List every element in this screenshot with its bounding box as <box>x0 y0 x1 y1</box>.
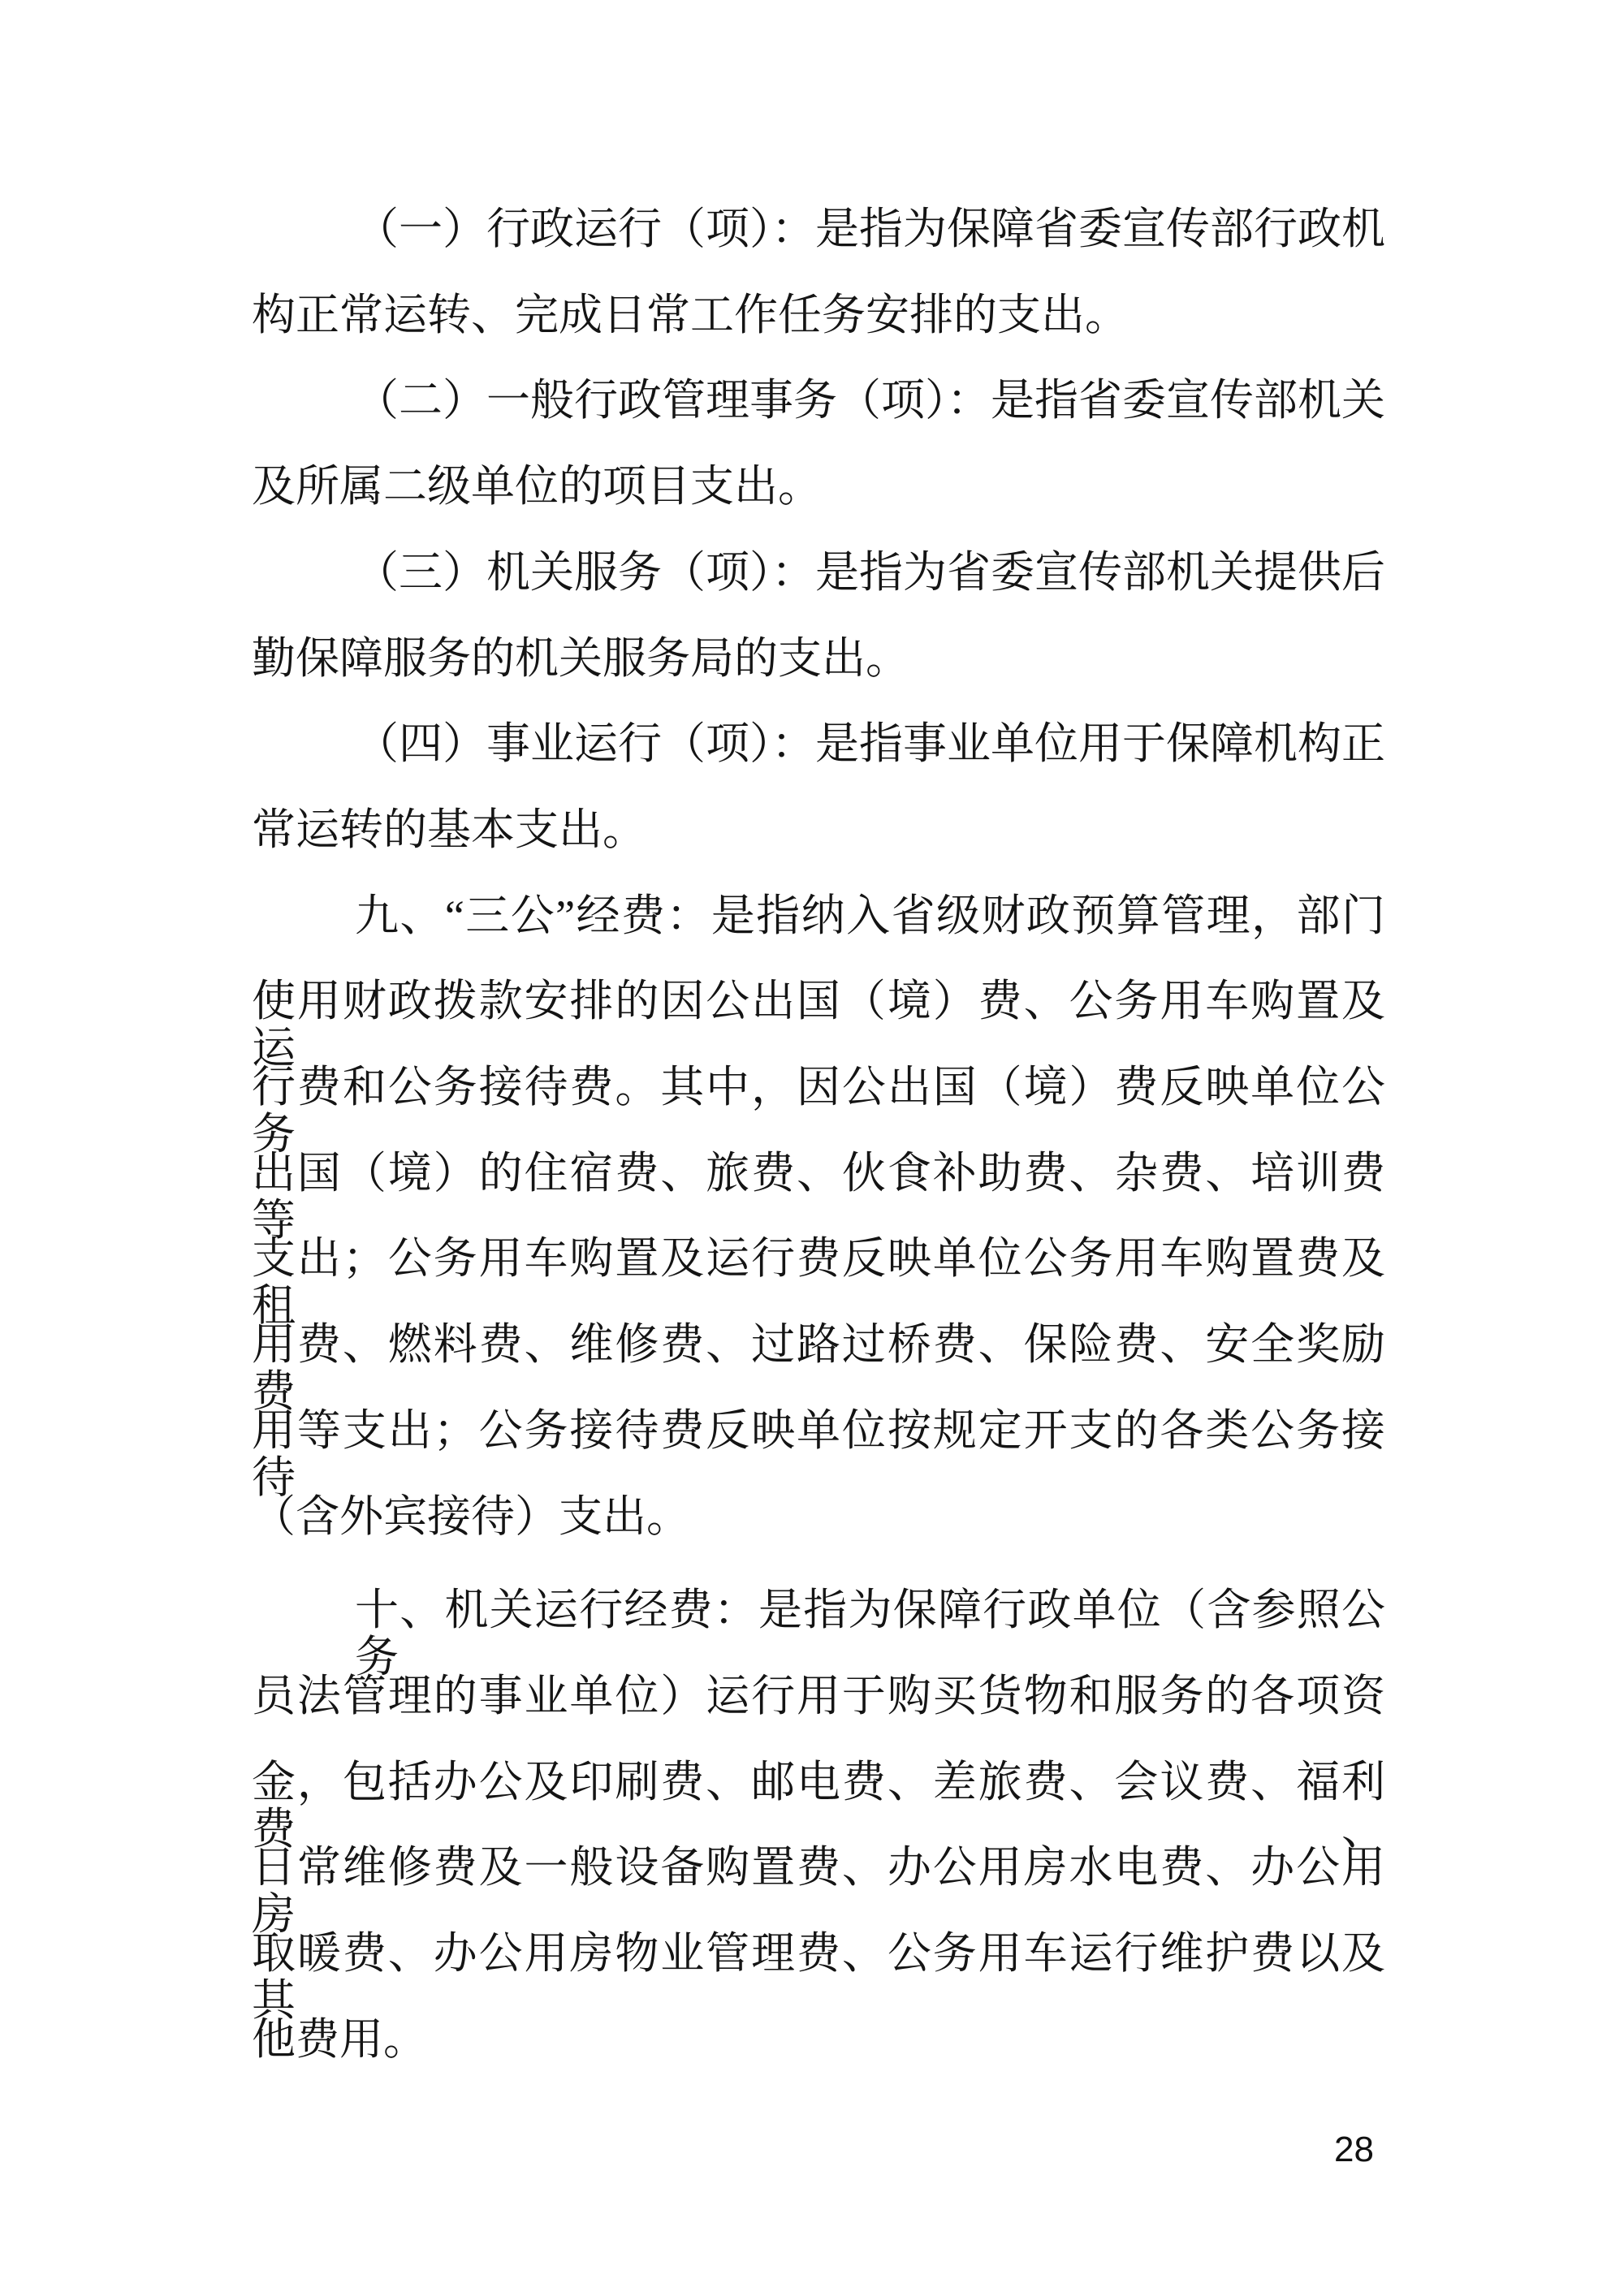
text-line: （一）行政运行（项）：是指为保障省委宣传部行政机 <box>355 205 1385 253</box>
text-line: 日常维修费及一般设备购置费、办公用房水电费、办公用房 <box>252 1843 1385 1939</box>
text-line: （四）事业运行（项）：是指事业单位用于保障机构正 <box>355 719 1385 768</box>
text-line: 构正常运转、完成日常工作任务安排的支出。 <box>252 291 1129 339</box>
text-line: 行费和公务接待费。其中，因公出国（境）费反映单位公务 <box>252 1063 1385 1159</box>
text-line: 及所属二级单位的项目支出。 <box>252 462 822 511</box>
text-line: （三）机关服务（项）：是指为省委宣传部机关提供后 <box>355 548 1385 597</box>
text-line: 常运转的基本支出。 <box>252 805 646 854</box>
text-line: 九、“三公”经费：是指纳入省级财政预算管理，部门 <box>355 891 1385 940</box>
text-line: 用费、燃料费、维修费、过路过桥费、保险费、安全奖励费 <box>252 1320 1385 1416</box>
text-line: 他费用。 <box>252 2015 427 2064</box>
text-line: （二）一般行政管理事务（项）：是指省委宣传部机关 <box>355 376 1385 425</box>
text-line: 员法管理的事业单位）运行用于购买货物和服务的各项资 <box>252 1672 1385 1720</box>
text-line: 出国（境）的住宿费、旅费、伙食补助费、杂费、培训费等 <box>252 1149 1385 1245</box>
text-line: 勤保障服务的机关服务局的支出。 <box>252 634 909 683</box>
text-line: （含外宾接待）支出。 <box>252 1492 690 1541</box>
text-line: 用等支出；公务接待费反映单位按规定开支的各类公务接待 <box>252 1406 1385 1502</box>
text-line: 十、机关运行经费：是指为保障行政单位（含参照公务 <box>355 1586 1385 1681</box>
text-line: 取暖费、办公用房物业管理费、公务用车运行维护费以及其 <box>252 1929 1385 2025</box>
text-line: 支出；公务用车购置及运行费反映单位公务用车购置费及租 <box>252 1234 1385 1330</box>
text-line: 金，包括办公及印刷费、邮电费、差旅费、会议费、福利费、 <box>252 1758 1385 1854</box>
page-number: 28 <box>1334 2130 1374 2169</box>
text-line: 使用财政拨款安排的因公出国（境）费、公务用车购置及运 <box>252 977 1385 1072</box>
